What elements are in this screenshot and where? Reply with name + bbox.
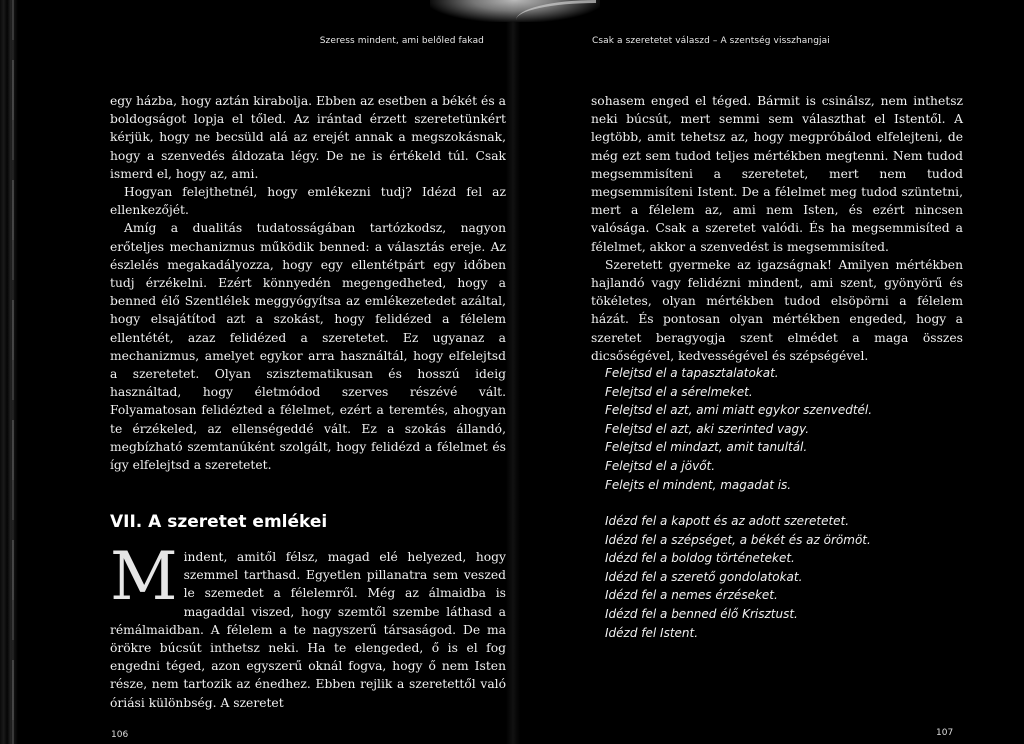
right-page <box>512 0 1024 744</box>
page-edge-binding <box>0 0 60 744</box>
verse-line: Idézd fel a nemes érzéseket. <box>605 588 778 603</box>
verse-line: Idézd fel a benned élő Krisztust. <box>605 606 798 621</box>
page-number-left: 106 <box>111 730 129 740</box>
verse-line: Idézd fel Istent. <box>605 625 699 640</box>
right-body-text <box>591 92 963 365</box>
verse-line: Felejtsd el azt, aki szerinted vagy. <box>605 421 810 436</box>
verse-line: Felejts el mindent, magadat is. <box>605 477 792 492</box>
left-running-head: Szeress mindent, ami belőled fakad <box>319 36 484 46</box>
verse-line: Felejtsd el a tapasztalatokat. <box>605 366 779 380</box>
left-body-text <box>110 92 506 474</box>
verse-forget <box>605 364 985 494</box>
verse-recall <box>605 512 985 642</box>
paragraph: Amíg a dualitás tudatosságában tartózkodsz, nagyon erőteljes mechanizmus működik benned: a választás ereje. Az észlelés megakadályozza, hogy egy ellentétpárt egy időben tudj érzékelni. Ezért könnyedén megengedheted, hogy a benned élő Szentlélek meggyógyítsa az emlékezetedet azáltal, hogy elsajátítod azt a szokást, hogy felidézed a félelem ellentétét, azaz felidézed a szeretetet. Ez ugyanaz a mechanizmus, amelyet egykor arra használtál, hogy elfelejtsd a szeretetet. Olyan szisztematikusan és hosszú ideig használtad, hogy életmódod szerves részévé vált. Folyamatosan felidézted a félelmet, ezért a teremtés, ahogyan te érzékeled, az ellenségeddé vált. Ez a szokás állandó, megbízható szemtanúként szolgált, hogy felidézd a félelmet és így elfelejtsd a szeretetet. <box>110 221 506 473</box>
verse-line: Idézd fel a szépséget, a békét és az örömöt. <box>605 532 871 547</box>
paragraph: Hogyan felejthetnél, hogy emlékezni tudj? Idézd fel az ellenkezőjét. <box>110 185 506 218</box>
paragraph: Szeretett gyermeke az igazságnak! Amilyen mértékben hajlandó vagy felidézni mindent, ami szent, gyönyörű és tökéletes, olyan mértékben tudod elsöpörni a félelem házát. És pontosan olyan mértékben engeded, hogy a szeretet beragyogja szent elmédet a maga összes dicsőségével, kedvességével és szépségével. <box>591 257 963 363</box>
verse-line: Felejtsd el a jövőt. <box>605 458 716 473</box>
paragraph: egy házba, hogy aztán kirabolja. Ebben az esetben a békét és a boldogságot lopja el tőled. Az irántad érzett szeretetünkért kérjük, hogy ne becsüld alá az erejét annak a megszokásnak, hogy a szenvedés áldozata légy. De ne is értékeld túl. Csak ismerd el, hogy az, ami. <box>110 94 506 181</box>
chapter-paragraph: indent, amitől félsz, magad elé helyezed, hogy szemmel tarthasd. Egyetlen pillanatra sem veszed le szemedet a félelemről. Még az álmaidba is magaddal viszed, hogy szemtől szembe láthasd a rémálmaidban. A félelem a te nagyszerű társaságod. De ma örökre búcsút inthetsz neki. Ha te elengeded, ő is el fog engedni téged, azon egyszerű oknál fogva, hogy ő nem Isten része, nem tartozik az énedhez. Ebben rejlik a szeretettől való óriási különbség. A szeretet <box>110 550 506 710</box>
verse-line: Idézd fel a szerető gondolatokat. <box>605 569 803 584</box>
chapter-title: VII. A szeretet emlékei <box>110 512 328 532</box>
verse-line: Felejtsd el a sérelmeket. <box>605 384 753 399</box>
verse-line: Idézd fel a kapott és az adott szeretetet. <box>605 514 850 528</box>
verse-line: Idézd fel a boldog történeteket. <box>605 551 795 566</box>
verse-line: Felejtsd el azt, ami miatt egykor szenvedtél. <box>605 403 873 418</box>
paragraph: sohasem enged el téged. Bármit is csinálsz, nem inthetsz neki búcsút, mert semmi sem választhat el Istentől. A legtöbb, amit tehetsz az, hogy megpróbálod elfelejteni, de még ezt sem tudod teljes mértékben megtenni. Nem tudod megsemmisíteni a szeretetet, mert nem tudod megsemmisíteni Istent. De a félelmet meg tudod szüntetni, mert a félelem az, ami nem Isten, és ezért nincsen valósága. Csak a szeretet valódi. És ha megsemmisíted a félelmet, akkor a szenvedést is megsemmisíted. <box>591 94 963 254</box>
right-running-head: Csak a szeretetet válaszd – A szentség visszhangjai <box>592 36 830 46</box>
chapter-opening-text <box>110 538 506 712</box>
verse-line: Felejtsd el mindazt, amit tanultál. <box>605 440 808 455</box>
drop-cap: M <box>110 538 178 615</box>
page-number-right: 107 <box>936 728 954 738</box>
